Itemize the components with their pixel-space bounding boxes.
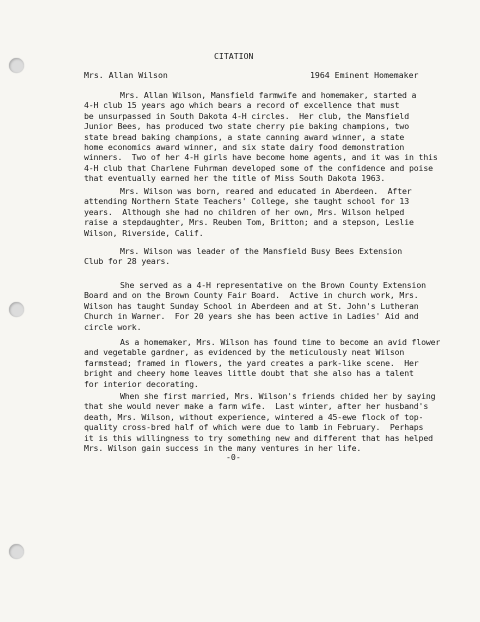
paragraph-line: Junior Bees, has produced two state cherry pie baking champions, two (84, 121, 409, 132)
paragraph-line: Church in Warner. For 20 years she has been active in Ladies' Aid and (84, 311, 419, 322)
paragraph-line: Board and on the Brown County Fair Board. Active in church work, Mrs. (84, 290, 419, 301)
paragraph-line: When she first married, Mrs. Wilson's friends chided her by saying (120, 391, 436, 401)
paragraph-line: 4-H club that Charlene Fuhrman developed some of the confidence and poise (84, 162, 433, 173)
paragraph-line: home economics award winner, and six state dairy food demonstration (84, 142, 405, 153)
paragraph-line: Club for 28 years. (84, 256, 171, 267)
paragraph-6 (84, 391, 436, 453)
paragraph-line: that she would never make a farm wife. Last winter, after her husband's (84, 401, 429, 412)
honoree-name: Mrs. Allan Wilson (84, 70, 168, 80)
paragraph-line: Mrs. Wilson was born, reared and educated in Aberdeen. After (120, 186, 412, 196)
paragraph-line: raise a stepdaughter, Mrs. Reuben Tom, Britton; and a stepson, Leslie (84, 217, 414, 228)
paragraph-4 (84, 280, 436, 332)
paragraph-line: She served as a 4-H representative on the Brown County Extension (120, 280, 426, 290)
paragraph-line: circle work. (84, 321, 142, 332)
punch-hole-bottom (9, 544, 24, 559)
paragraph-line: As a homemaker, Mrs. Wilson has found time to become an avid flower (120, 337, 441, 347)
paragraph-line: it is this willingness to try something new and different that has helped (84, 432, 433, 443)
paragraph-1 (84, 90, 436, 184)
paragraph-line: Wilson has taught Sunday School in Aberdeen and at St. John's Lutheran (84, 300, 419, 311)
punch-hole-top (9, 58, 24, 73)
paragraph-line: for interior decorating. (84, 378, 199, 389)
paragraph-line: be unsurpassed in South Dakota 4-H circles. Her club, the Mansfield (84, 110, 409, 121)
paragraph-line: quality cross-bred half of which were due to lamb in February. Perhaps (84, 422, 424, 433)
paragraph-line: winners. Two of her 4-H girls have become home agents, and it was in this (84, 152, 438, 163)
paragraph-line: farmstead; framed in flowers, the yard creates a park-like scene. Her (84, 357, 419, 368)
paragraph-line: Wilson, Riverside, Calif. (84, 227, 204, 238)
paragraph-line: Mrs. Allan Wilson, Mansfield farmwife and homemaker, started a (120, 90, 417, 100)
punch-hole-middle (9, 302, 24, 317)
award-title: 1964 Eminent Homemaker (310, 70, 419, 80)
paragraph-line: that eventually earned her the title of Miss South Dakota 1963. (84, 173, 386, 184)
paragraph-line: state bread baking champions, a state canning award winner, a state (84, 131, 405, 142)
paragraph-line: Mrs. Wilson was leader of the Mansfield Busy Bees Extension (120, 246, 402, 256)
paragraph-line: attending Northern State Teachers' College, she taught school for 13 (84, 196, 409, 207)
paragraph-3 (84, 246, 436, 267)
end-mark: -0- (226, 452, 241, 462)
paragraph-line: Mrs. Wilson gain success in the many ventures in her life. (84, 443, 362, 454)
paragraph-5 (84, 337, 441, 389)
paragraph-line: and vegetable gardner, as evidenced by the meticulously neat Wilson (84, 347, 405, 358)
paragraph-line: 4-H club 15 years ago which bears a record of excellence that must (84, 100, 400, 111)
paragraph-line: death, Mrs. Wilson, without experience, wintered a 45-ewe flock of top- (84, 411, 424, 422)
paragraph-line: bright and cheery home leaves little doubt that she also has a talent (84, 368, 414, 379)
paragraph-2 (84, 186, 436, 238)
document-title: CITATION (214, 51, 254, 61)
paragraph-line: years. Although she had no children of her own, Mrs. Wilson helped (84, 206, 405, 217)
